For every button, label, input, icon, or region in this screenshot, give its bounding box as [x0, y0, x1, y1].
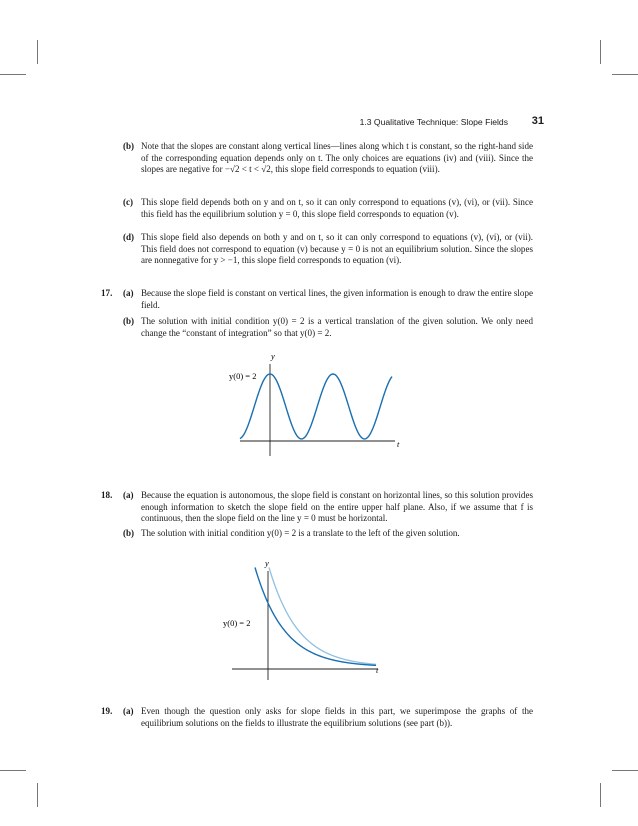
- part-text: Even though the question only asks for slope fields in this part, we superimpose the graphs of the equilibrium solutions on the fields to illustrate the equilibrium solutions (see part (b)).: [141, 706, 533, 728]
- part-text: Note that the slopes are constant along vertical lines—lines along which t is constant, so the right-hand side of the corresponding equation depends only on t. The only choices are equations (iv) and (viii). Since the slopes are negative for −√2 < t < √2, this slope field corresponds to equation (viii).: [141, 141, 533, 175]
- figure-decay-solution: [200, 555, 400, 685]
- part-label: (a): [123, 490, 134, 500]
- part-label: (b): [123, 316, 135, 326]
- given-solution-curve: [269, 567, 376, 664]
- crop-mark: [37, 783, 38, 807]
- part-label: (c): [123, 197, 134, 207]
- part-text: The solution with initial condition y(0) = 2 is a vertical translation of the given solution. We only need change the “constant of integration” so that y(0) = 2.: [141, 316, 533, 338]
- part-label: (a): [123, 706, 134, 716]
- part-label: (a): [123, 288, 134, 298]
- part-text: Because the equation is autonomous, the slope field is constant on horizontal lines, so this solution provides enough information to sketch the slope field on the entire upper half plane. Also, if we assume that f is continuous, then the slope field on the line y = 0 must be horizontal.: [141, 490, 533, 524]
- y-axis-label: y: [265, 558, 269, 568]
- crop-mark: [600, 40, 601, 64]
- t-axis-label: t: [376, 665, 379, 675]
- part-label: (b): [123, 141, 135, 151]
- problem-number: 19.: [101, 706, 113, 716]
- page-number: 31: [531, 115, 544, 127]
- part-label: (d): [123, 232, 135, 242]
- part-text: This slope field depends both on y and on t, so it can only correspond to equations (v), (vi), or (vii). Since this field has the equilibrium solution y = 0, this slope field corresponds to equation (v).: [141, 197, 533, 219]
- y-axis-label: y: [271, 351, 275, 361]
- crop-mark: [37, 40, 38, 64]
- figure-cosine-solution: [220, 350, 420, 460]
- t-axis-label: t: [397, 439, 400, 449]
- crop-mark: [612, 74, 638, 75]
- crop-mark: [600, 783, 601, 807]
- initial-condition-label: y(0) = 2: [223, 618, 251, 628]
- crop-mark: [612, 770, 638, 771]
- section-title: 1.3 Qualitative Technique: Slope Fields: [359, 117, 508, 127]
- part-label: (b): [123, 528, 135, 538]
- part-text: Because the slope field is constant on vertical lines, the given information is enough to draw the entire slope field.: [141, 288, 533, 310]
- part-text: The solution with initial condition y(0) = 2 is a translate to the left of the given solution.: [141, 528, 460, 538]
- running-header: [330, 116, 544, 130]
- problem-number: 18.: [101, 490, 113, 500]
- problem-number: 17.: [101, 288, 113, 298]
- initial-condition-label: y(0) = 2: [229, 371, 257, 381]
- part-text: This slope field also depends on both y and on t, so it can only correspond to equations (v), (vi), or (vii). This field does not correspond to equation (v) because y = 0 is not an equilibrium solution. Since the slopes are nonnegative for y > −1, this slope field corresponds to equation (vi).: [141, 232, 533, 266]
- crop-mark: [0, 74, 26, 75]
- solution-curve: [240, 374, 392, 439]
- crop-mark: [0, 770, 26, 771]
